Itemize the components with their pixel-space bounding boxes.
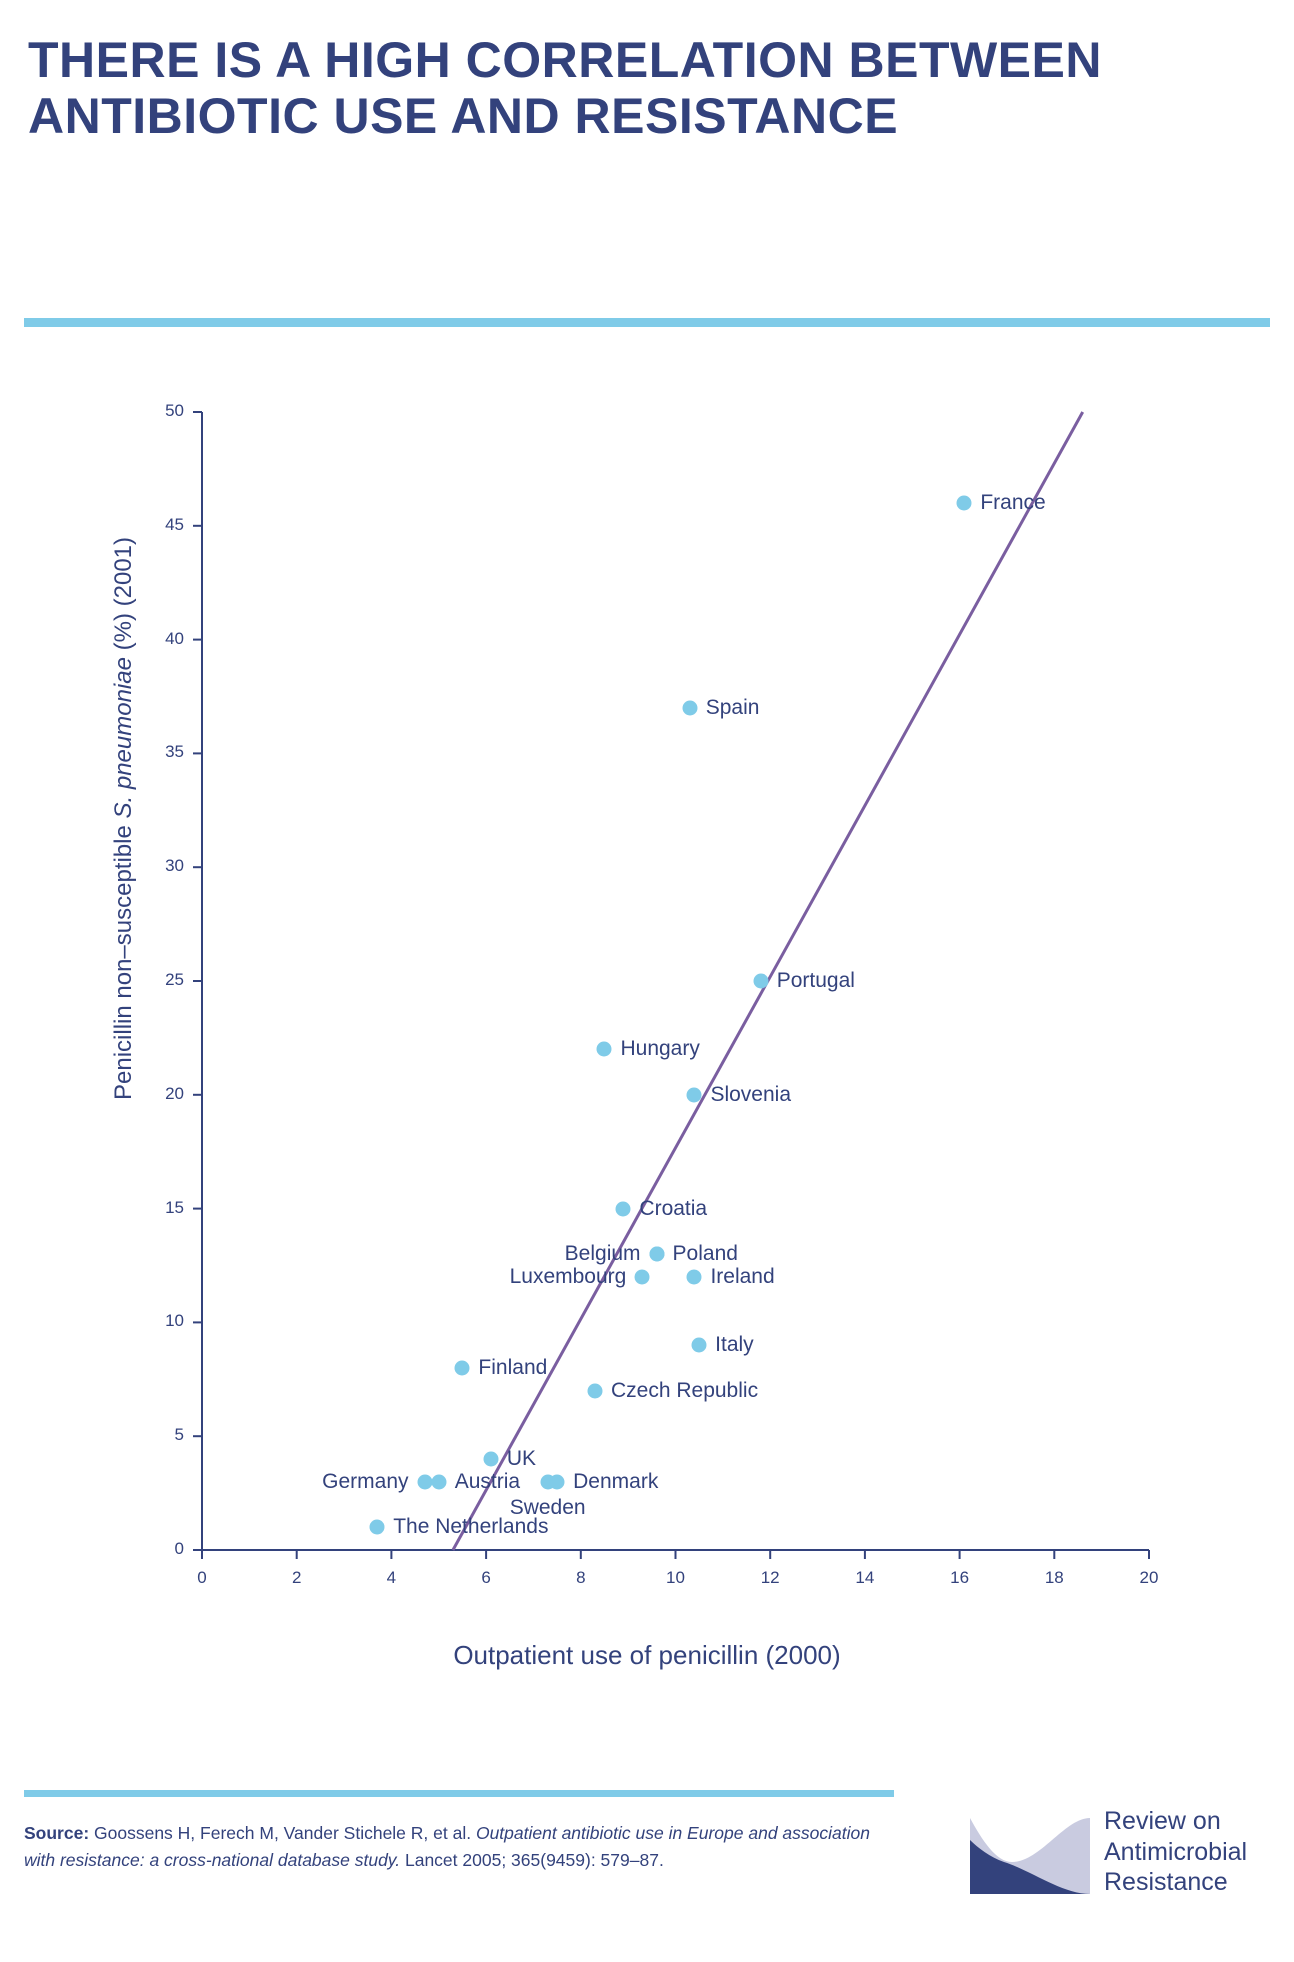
- data-point-label: Sweden: [509, 1495, 586, 1519]
- x-tick-label: 4: [386, 1568, 397, 1587]
- data-point-label: The Netherlands: [393, 1515, 549, 1539]
- x-tick-label: 8: [576, 1568, 586, 1587]
- logo-line-1: Review on: [1104, 1807, 1221, 1835]
- data-point[interactable]: [692, 1338, 707, 1353]
- data-point[interactable]: [597, 1042, 612, 1057]
- data-point-label: Spain: [705, 695, 760, 719]
- data-point-label: UK: [506, 1446, 537, 1470]
- title-divider: [24, 318, 1270, 327]
- x-tick-label: 6: [481, 1568, 491, 1587]
- data-point-label: Luxembourg: [509, 1264, 627, 1288]
- data-point-label: Finland: [478, 1355, 548, 1379]
- y-tick-label: 45: [165, 514, 184, 534]
- page-title: THERE IS A HIGH CORRELATION BETWEEN ANTIBIOTIC USE AND RESISTANCE: [28, 32, 1102, 144]
- data-point[interactable]: [687, 1087, 702, 1102]
- logo-mark-icon: [970, 1810, 1090, 1902]
- source-text-1: Goossens H, Ferech M, Vander Stichele R, et al.: [89, 1823, 476, 1843]
- y-tick-label: 20: [165, 1083, 184, 1103]
- data-point-label: Slovenia: [710, 1082, 791, 1106]
- footer-divider: [24, 1790, 894, 1797]
- data-point[interactable]: [370, 1520, 385, 1535]
- data-point-label: Italy: [715, 1333, 754, 1357]
- data-point-label: Croatia: [639, 1196, 708, 1220]
- data-point[interactable]: [588, 1383, 603, 1398]
- title-block: [28, 32, 1128, 144]
- data-point[interactable]: [483, 1451, 498, 1466]
- y-tick-label: 5: [174, 1425, 184, 1445]
- y-tick-label: 35: [165, 742, 184, 762]
- x-tick-label: 16: [950, 1568, 970, 1587]
- source-note: [24, 1820, 904, 1874]
- data-point-label: France: [980, 491, 1046, 515]
- x-tick-label: 20: [1139, 1568, 1159, 1587]
- plot-svg: [24, 400, 1270, 1630]
- source-citation-title: Outpatient antibiotic use in Europe and association with resistance: a cross-national database study.: [24, 1823, 870, 1871]
- logo-line-3: Resistance: [1104, 1868, 1228, 1896]
- data-point[interactable]: [635, 1269, 650, 1284]
- data-point-label: Czech Republic: [611, 1378, 759, 1402]
- y-tick-label: 30: [165, 856, 184, 876]
- organisation-logo: [970, 1800, 1270, 1910]
- data-point-label: Hungary: [620, 1037, 700, 1061]
- data-point[interactable]: [550, 1474, 565, 1489]
- data-point-label: Poland: [672, 1242, 738, 1266]
- y-tick-label: 50: [165, 401, 184, 420]
- y-tick-label: 40: [165, 628, 184, 648]
- scatter-plot: [24, 400, 1270, 1630]
- y-tick-label: 15: [165, 1197, 184, 1217]
- x-tick-label: 0: [197, 1568, 207, 1587]
- source-label: Source:: [24, 1823, 90, 1843]
- data-point[interactable]: [455, 1360, 470, 1375]
- x-tick-label: 14: [855, 1568, 875, 1587]
- data-point-label: Germany: [322, 1469, 409, 1493]
- logo-line-2: Antimicrobial: [1104, 1837, 1248, 1866]
- y-tick-label: 25: [165, 970, 184, 989]
- data-point[interactable]: [431, 1474, 446, 1489]
- y-tick-label: 10: [165, 1311, 184, 1331]
- data-point-label: Belgium: [564, 1242, 641, 1266]
- data-point-label: Austria: [454, 1469, 521, 1493]
- data-point[interactable]: [649, 1247, 664, 1262]
- data-point[interactable]: [957, 496, 972, 511]
- y-tick-label: 0: [174, 1539, 184, 1558]
- x-tick-label: 2: [291, 1568, 302, 1587]
- data-point[interactable]: [616, 1201, 631, 1216]
- data-point[interactable]: [687, 1269, 702, 1284]
- logo-text: [1104, 1806, 1247, 1898]
- data-point-label: Portugal: [776, 969, 855, 992]
- chart-container: [24, 400, 1270, 1720]
- data-point-label: Ireland: [710, 1264, 775, 1288]
- x-tick-label: 10: [666, 1568, 685, 1587]
- source-text-2: Lancet 2005; 365(9459): 579–87.: [400, 1850, 664, 1871]
- data-point-label: Denmark: [573, 1469, 659, 1493]
- data-point[interactable]: [682, 700, 697, 715]
- y-axis-title: Penicillin non–susceptible S. pneumoniae (%) (2001): [110, 536, 137, 1100]
- x-tick-label: 12: [760, 1568, 780, 1587]
- data-point[interactable]: [753, 974, 768, 989]
- x-axis-title: Outpatient use of penicillin (2000): [453, 1640, 841, 1670]
- data-point[interactable]: [417, 1474, 432, 1489]
- x-tick-label: 18: [1044, 1568, 1064, 1587]
